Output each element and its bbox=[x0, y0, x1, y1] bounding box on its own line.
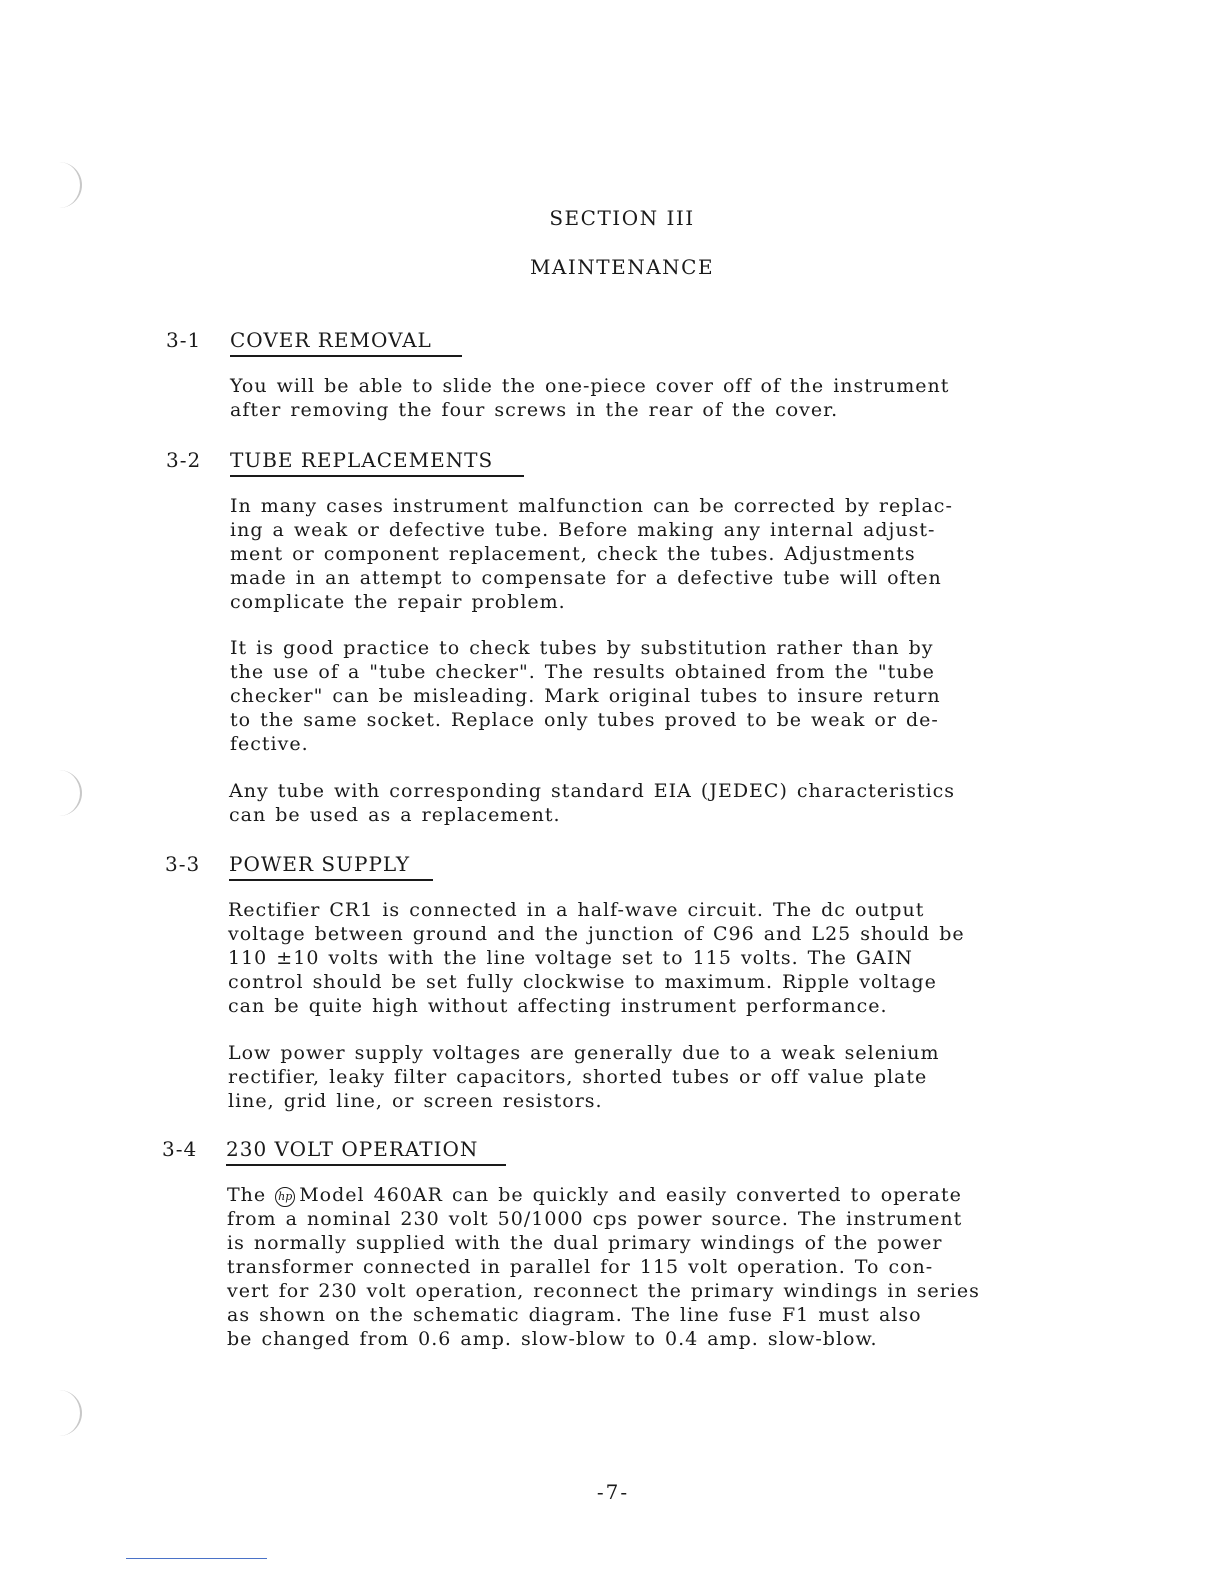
binder-hole-mark bbox=[58, 1390, 82, 1436]
text-line: vert for 230 volt operation, reconnect the primary windings in series bbox=[227, 1280, 980, 1302]
paragraph bbox=[230, 494, 953, 614]
text-line: from a nominal 230 volt 50/1000 cps power source. The instrument bbox=[227, 1208, 963, 1230]
text-line: You will be able to slide the one-piece cover off of the instrument bbox=[230, 375, 950, 397]
text-line bbox=[227, 1183, 980, 1207]
paragraph bbox=[230, 374, 949, 422]
text-line: 110 ±10 volts with the line voltage set to 115 volts. The GAIN bbox=[228, 947, 913, 969]
text-line: be changed from 0.6 amp. slow-blow to 0.4 amp. slow-blow. bbox=[227, 1328, 878, 1350]
text-line: after removing the four screws in the rear of the cover. bbox=[230, 399, 839, 421]
paragraph bbox=[227, 1183, 980, 1351]
text-line: Rectifier CR1 is connected in a half-wave circuit. The dc output bbox=[228, 899, 925, 921]
text-line: is normally supplied with the dual primary windings of the power bbox=[227, 1232, 943, 1254]
paragraph bbox=[229, 779, 955, 827]
subsection-number: 3-3 bbox=[165, 852, 201, 876]
section-title-heading: MAINTENANCE bbox=[529, 255, 715, 279]
hp-logo-icon: hp bbox=[275, 1187, 295, 1207]
binder-hole-mark bbox=[58, 162, 82, 208]
text-line: Any tube with corresponding standard EIA (JEDEC) characteristics bbox=[229, 780, 956, 802]
text-line: ing a weak or defective tube. Before making any internal adjust- bbox=[230, 519, 936, 541]
text-line: made in an attempt to compensate for a defective tube will often bbox=[230, 567, 942, 589]
text-line: complicate the repair problem. bbox=[230, 591, 566, 613]
text-line: voltage between ground and the junction of C96 and L25 should be bbox=[228, 923, 965, 945]
paragraph bbox=[228, 1041, 940, 1113]
subsection-number: 3-2 bbox=[166, 448, 202, 472]
text-line: In many cases instrument malfunction can be corrected by replac- bbox=[230, 495, 953, 517]
text-line: can be quite high without affecting instrument performance. bbox=[228, 995, 888, 1017]
text-line: fective. bbox=[230, 733, 309, 755]
text-line: as shown on the schematic diagram. The line fuse F1 must also bbox=[227, 1304, 922, 1326]
text-line: It is good practice to check tubes by substitution rather than by bbox=[230, 637, 934, 659]
text-line: ment or component replacement, check the tubes. Adjustments bbox=[230, 543, 916, 565]
text-line: the use of a "tube checker". The results obtained from the "tube bbox=[230, 661, 935, 683]
paragraph-first-word: The bbox=[227, 1184, 267, 1206]
bottom-rule bbox=[126, 1558, 267, 1559]
subsection-title: POWER SUPPLY bbox=[229, 851, 433, 881]
text-line: control should be set fully clockwise to maximum. Ripple voltage bbox=[228, 971, 937, 993]
text-line: transformer connected in parallel for 115 volt operation. To con- bbox=[227, 1256, 934, 1278]
text-line: can be used as a replacement. bbox=[229, 804, 561, 826]
text-line: Low power supply voltages are generally due to a weak selenium bbox=[228, 1042, 940, 1064]
subsection-title: TUBE REPLACEMENTS bbox=[230, 447, 524, 477]
subsection-number: 3-4 bbox=[162, 1137, 198, 1161]
subsection-title: COVER REMOVAL bbox=[230, 327, 462, 357]
subsection-number: 3-1 bbox=[166, 328, 202, 352]
subsection-title: 230 VOLT OPERATION bbox=[226, 1136, 506, 1166]
section-number-heading: SECTION III bbox=[549, 206, 695, 230]
binder-hole-mark bbox=[58, 770, 82, 816]
text-line-rest: Model 460AR can be quickly and easily converted to operate bbox=[299, 1184, 962, 1206]
page-number: -7- bbox=[596, 1480, 630, 1504]
text-line: checker" can be misleading. Mark original tubes to insure return bbox=[230, 685, 941, 707]
paragraph bbox=[228, 898, 965, 1018]
text-line: to the same socket. Replace only tubes proved to be weak or de- bbox=[230, 709, 939, 731]
paragraph bbox=[230, 636, 941, 756]
text-line: line, grid line, or screen resistors. bbox=[228, 1090, 603, 1112]
text-line: rectifier, leaky filter capacitors, shorted tubes or off value plate bbox=[228, 1066, 928, 1088]
